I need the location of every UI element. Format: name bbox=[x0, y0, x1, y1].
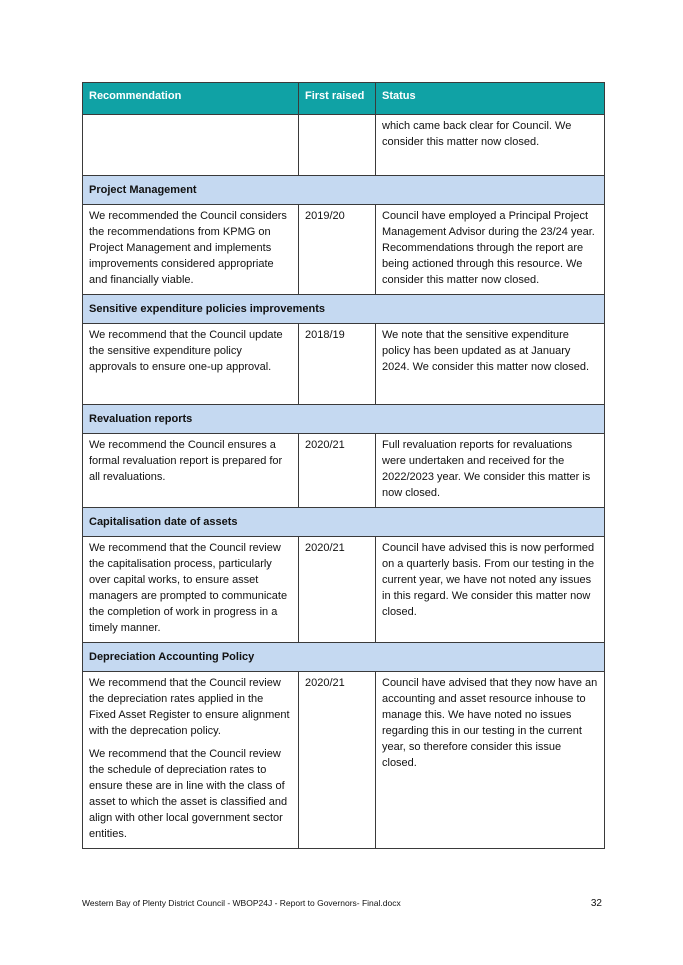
section-title: Depreciation Accounting Policy bbox=[83, 643, 605, 672]
status-cell: Full revaluation reports for revaluations were undertaken and received for the 2022/2023 year. We consider this matter is now closed. bbox=[376, 434, 605, 508]
section-title: Revaluation reports bbox=[83, 405, 605, 434]
page-footer bbox=[82, 898, 604, 908]
header-first-raised: First raised bbox=[299, 83, 376, 115]
table-row bbox=[83, 672, 605, 849]
table-row bbox=[83, 205, 605, 295]
recommendation-text: We recommended the Council considers the recommendations from KPMG on Project Management and implements improvements considered appropriate and financially viable. bbox=[89, 210, 287, 286]
status-cell: We note that the sensitive expenditure policy has been updated as at January 2024. We consider this matter now closed. bbox=[376, 324, 605, 405]
table-row bbox=[83, 324, 605, 405]
header-recommendation: Recommendation bbox=[83, 83, 299, 115]
recommendation-cell bbox=[83, 205, 299, 295]
section-row-capitalisation-date bbox=[83, 508, 605, 537]
first-raised-cell: 2020/21 bbox=[299, 672, 376, 849]
section-title: Project Management bbox=[83, 176, 605, 205]
status-cell: Council have advised this is now performed on a quarterly basis. From our testing in the current year, we have not noted any issues in this regard. We consider this matter now closed. bbox=[376, 537, 605, 643]
first-raised-cell: 2019/20 bbox=[299, 205, 376, 295]
page-number: 32 bbox=[590, 898, 602, 909]
status-cell: Council have advised that they now have an accounting and asset resource inhouse to manage this. We have noted no issues regarding this in our testing in the current year, so therefore consider this issue closed. bbox=[376, 672, 605, 849]
status-cell: Council have employed a Principal Project Management Advisor during the 23/24 year. Recommendations through the report are being actioned through this resource. We consider this matter now closed. bbox=[376, 205, 605, 295]
table-row bbox=[83, 537, 605, 643]
continuation-first-raised-cell bbox=[299, 115, 376, 176]
footer-document-title: Western Bay of Plenty District Council - WBOP24J - Report to Governors- Final.docx bbox=[82, 898, 401, 908]
first-raised-cell: 2018/19 bbox=[299, 324, 376, 405]
first-raised-cell: 2020/21 bbox=[299, 434, 376, 508]
section-row-revaluation-reports bbox=[83, 405, 605, 434]
continuation-row bbox=[83, 115, 605, 176]
header-status: Status bbox=[376, 83, 605, 115]
recommendation-text: We recommend that the Council review the depreciation rates applied in the Fixed Asset Register to ensure alignment with the deprecation policy. bbox=[89, 677, 290, 737]
table-header-row bbox=[83, 83, 605, 115]
recommendations-table bbox=[82, 82, 605, 849]
recommendation-cell bbox=[83, 324, 299, 405]
recommendation-text: We recommend that the Council review the schedule of depreciation rates to ensure these are in line with the class of asset to which the asset is classified and align with other local government sector entities. bbox=[89, 748, 288, 840]
recommendation-text: We recommend that the Council review the capitalisation process, particularly over capital works, to ensure asset managers are prompted to communicate the completion of work in progress in a timely manner. bbox=[89, 542, 288, 634]
continuation-recommendation-cell bbox=[83, 115, 299, 176]
section-title: Sensitive expenditure policies improvements bbox=[83, 295, 605, 324]
continuation-status-cell: which came back clear for Council. We consider this matter now closed. bbox=[376, 115, 605, 176]
section-row-depreciation-policy bbox=[83, 643, 605, 672]
section-row-project-management bbox=[83, 176, 605, 205]
recommendation-cell bbox=[83, 672, 299, 849]
recommendation-cell bbox=[83, 434, 299, 508]
section-title: Capitalisation date of assets bbox=[83, 508, 605, 537]
section-row-sensitive-expenditure bbox=[83, 295, 605, 324]
first-raised-cell: 2020/21 bbox=[299, 537, 376, 643]
recommendation-text: We recommend that the Council update the sensitive expenditure policy approvals to ensure one-up approval. bbox=[89, 329, 283, 373]
recommendation-text: We recommend the Council ensures a formal revaluation report is prepared for all revaluations. bbox=[89, 439, 283, 483]
table-row bbox=[83, 434, 605, 508]
recommendation-cell bbox=[83, 537, 299, 643]
